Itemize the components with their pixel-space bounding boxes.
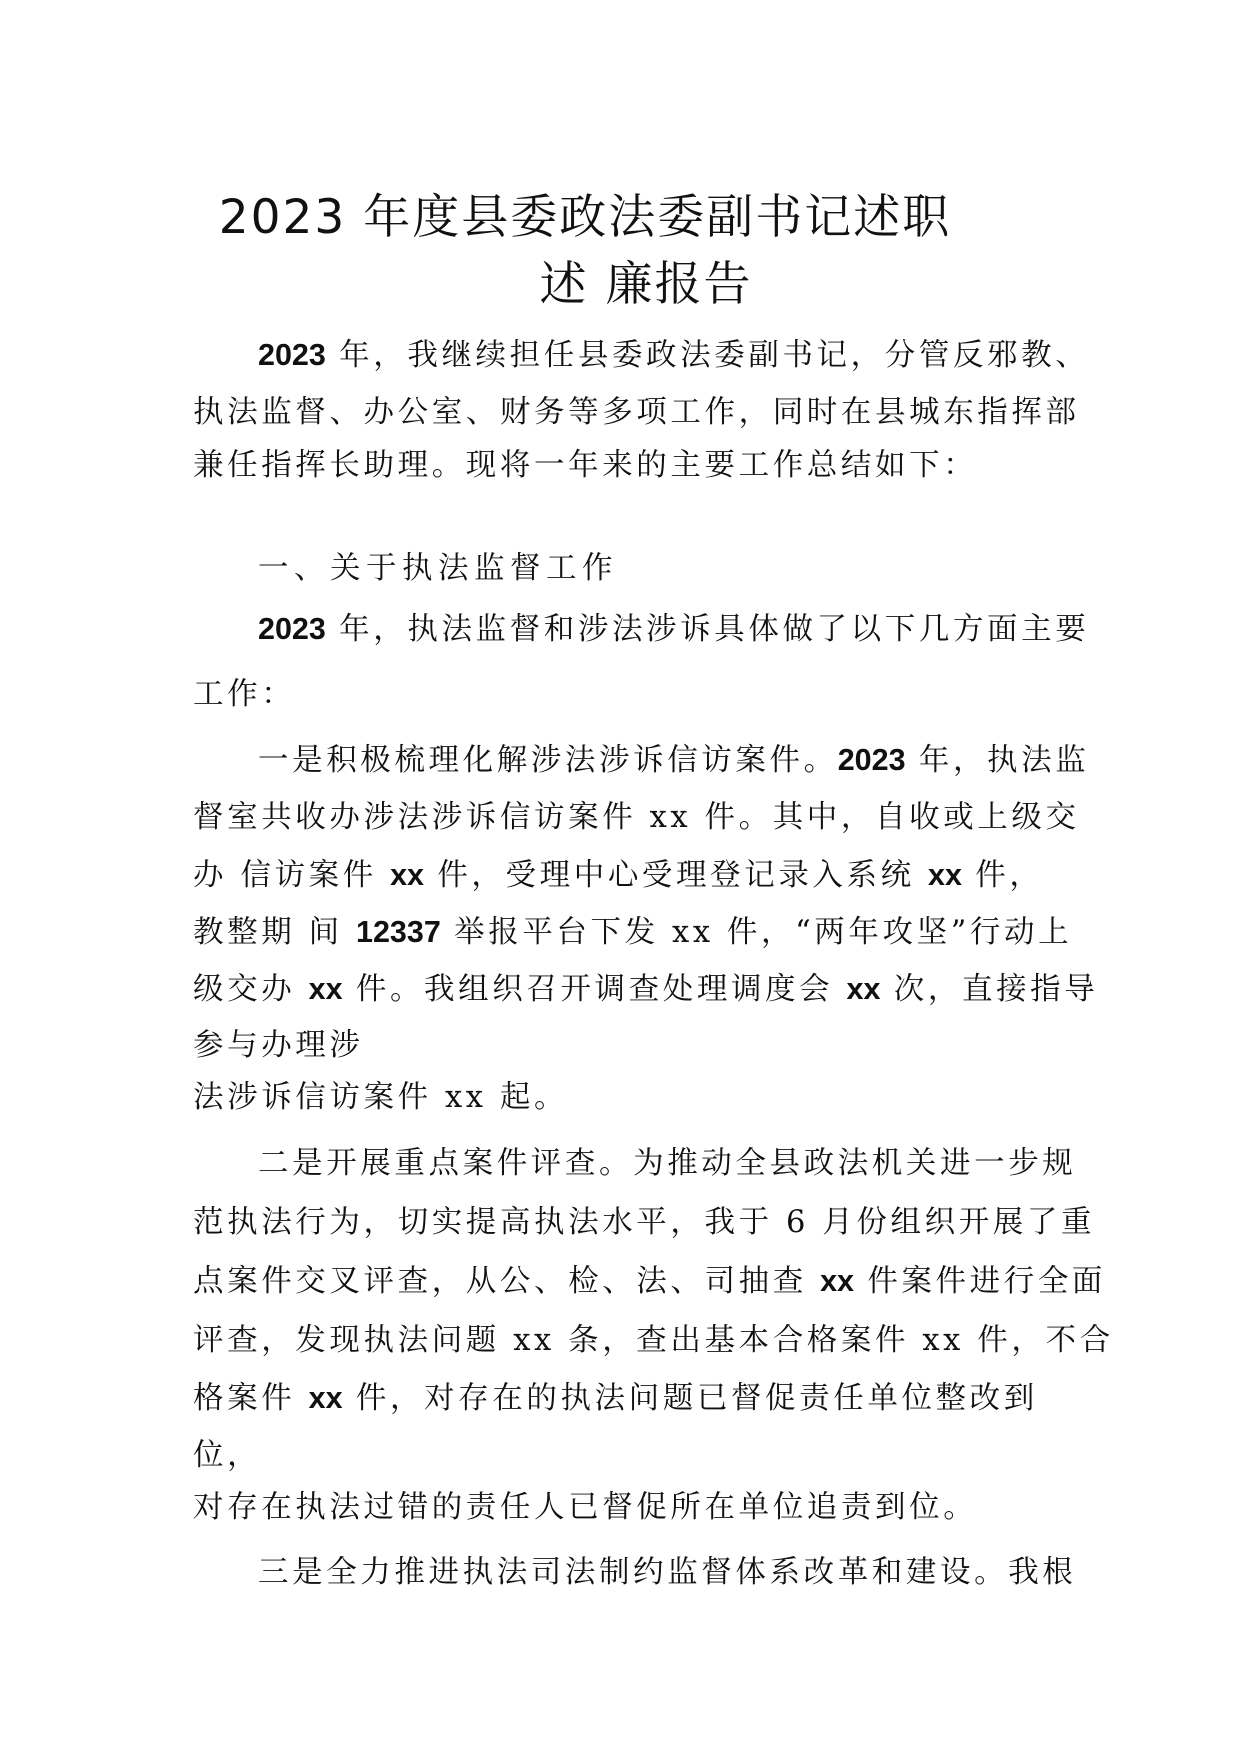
item2-line-4: 评查，发现执法问题 xx 条，查出基本合格案件 xx 件，不合: [193, 1323, 1114, 1358]
year-number: 2023: [837, 743, 906, 777]
item2-line-2: 范执法行为，切实提高执法水平，我于 6 月份组织开展了重: [193, 1205, 1096, 1240]
intro-line-2: 执法监督、办公室、财务等多项工作，同时在县城东指挥部: [193, 395, 1080, 430]
item1-line-1: 一是积极梳理化解涉法涉诉信访案件。2023 年，执法监: [258, 743, 1090, 778]
item2-line-1: 二是开展重点案件评查。为推动全县政法机关进一步规: [258, 1146, 1077, 1181]
item1-line-2: 督室共收办涉法涉诉信访案件 xx 件。其中，自收或上级交: [193, 800, 1080, 835]
document-title-line-2: 述 廉报告: [539, 257, 753, 312]
year-number: 2023: [258, 338, 326, 372]
year-number: 2023: [258, 612, 326, 646]
item1-line-4: 教整期 间 12337 举报平台下发 xx 件，“两年攻坚”行动上: [193, 915, 1073, 950]
item1-line-7: 法涉诉信访案件 xx 起。: [193, 1080, 569, 1115]
intro-line-3: 兼任指挥长助理。现将一年来的主要工作总结如下：: [193, 448, 978, 483]
section1-intro-line-1: 2023 年，执法监督和涉法涉诉具体做了以下几方面主要: [258, 612, 1090, 647]
intro-line-1: 2023 年，我继续担任县委政法委副书记，分管反邪教、: [258, 338, 1090, 373]
item2-line-5: 格案件 xx 件，对存在的执法问题已督促责任单位整改到: [193, 1381, 1038, 1416]
item1-line-5: 级交办 xx 件。我组织召开调查处理调度会 xx 次，直接指导: [193, 972, 1099, 1007]
item1-line-6: 参与办理涉: [193, 1028, 364, 1063]
document-title-line-1: 2023 年度县委政法委副书记述职: [218, 190, 952, 245]
item3-line-1: 三是全力推进执法司法制约监督体系改革和建设。我根: [258, 1555, 1077, 1590]
item2-line-7: 对存在执法过错的责任人已督促所在单位追责到位。: [193, 1490, 978, 1525]
item1-line-3: 办 信访案件 xx 件，受理中心受理登记录入系统 xx 件，: [193, 858, 1044, 893]
item2-line-3: 点案件交叉评查，从公、检、法、司抽查 xx 件案件进行全面: [193, 1264, 1107, 1299]
section1-intro-line-2: 工作：: [193, 677, 296, 712]
section-heading: 一、关于执法监督工作: [258, 551, 618, 586]
item2-line-6: 位，: [193, 1438, 262, 1473]
